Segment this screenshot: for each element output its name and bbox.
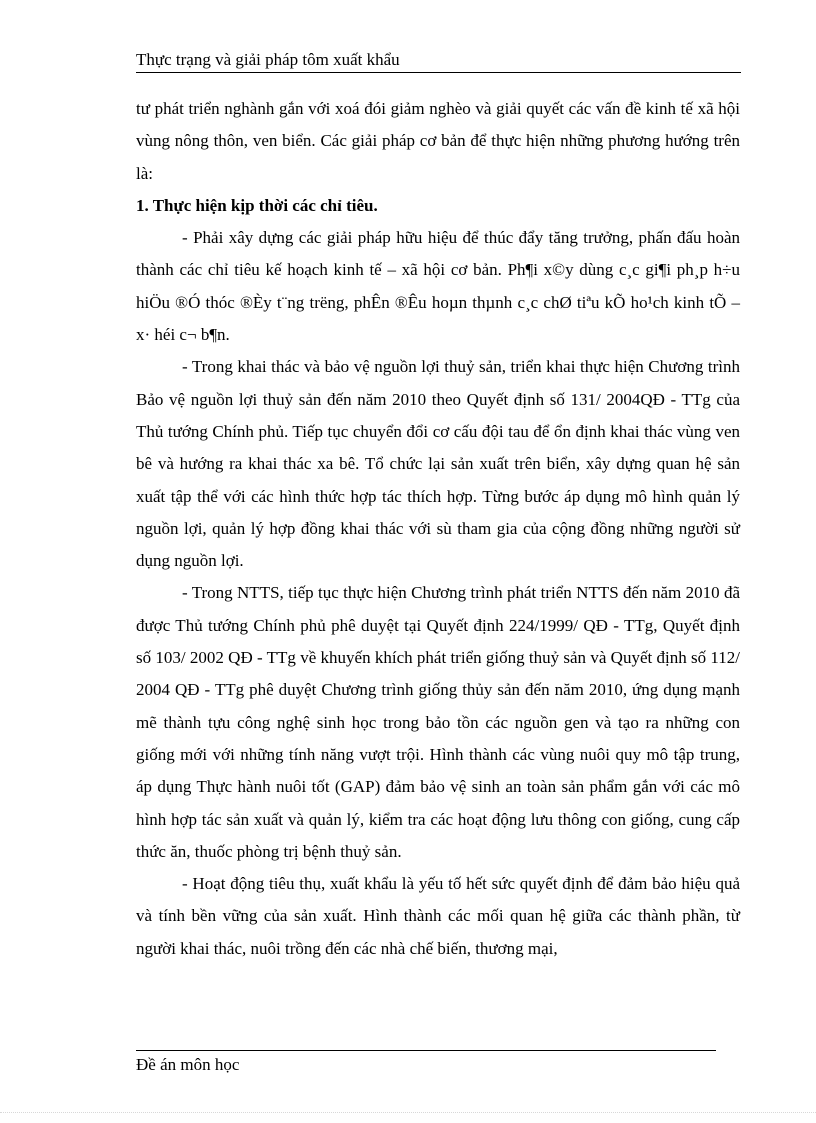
page-footer-text: Đề án môn học <box>136 1055 240 1074</box>
document-body <box>136 93 740 965</box>
section-heading: 1. Thực hiện kịp thời các chỉ tiêu. <box>136 195 378 215</box>
paragraph-fisheries-protection: - Trong khai thác và bảo vệ nguồn lợi thuỷ sản, triển khai thực hiện Chương trình Bảo vệ nguồn lợi thuỷ sản đến năm 2010 theo Quyết định số 131/ 2004QĐ - TTg của Thủ tướng Chính phủ. Tiếp tục chuyển đổi cơ cấu đội tau để ổn định khai thác vùng ven bê và hướng ra khai thác xa bê. Tổ chức lại sản xuất trên biển, xây dựng quan hệ sản xuất tập thể với các hình thức hợp tác thích hợp. Từng bước áp dụng mô hình quản lý nguồn lợi, quản lý hợp đồng khai thác với sù tham gia của cộng đồng những người sử dụng nguồn lợi. <box>136 357 740 571</box>
paragraph-aquaculture: - Trong NTTS, tiếp tục thực hiện Chương trình phát triển NTTS đến năm 2010 đã được Thủ tướng Chính phủ phê duyệt tại Quyết định 224/1999/ QĐ - TTg, Quyết định số 103/ 2002 QĐ - TTg về khuyến khích phát triển giống thuỷ sản và Quyết định số 112/ 2004 QĐ - TTg phê duyệt Chương trình giống thủy sản đến năm 2010, ứng dụng mạnh mẽ thành tựu công nghệ sinh học trong bảo tồn các nguồn gen và tạo ra những con giống mới với những tính năng vượt trội. Hình thành các vùng nuôi quy mô tập trung, áp dụng Thực hành nuôi tốt (GAP) đảm bảo vệ sinh an toàn sản phẩm gắn với các mô hình hợp tác sản xuất và quản lý, kiểm tra các hoạt động lưu thông con giống, cung cấp thức ăn, thuốc phòng trị bệnh thuỷ sản. <box>136 583 740 861</box>
footer-divider <box>136 1050 716 1051</box>
paragraph-targets: - Phải xây dựng các giải pháp hữu hiệu để thúc đẩy tăng trưởng, phấn đấu hoàn thành các chỉ tiêu kế hoạch kinh tế – xã hội cơ bản. Ph¶i x©y dùng c¸c gi¶i ph¸p h÷u hiÖu ®Ó thóc ®Èy t¨ng trëng, phÊn ®Êu hoµn thµnh c¸c chØ tiªu kÕ ho¹ch kinh tÕ – x· héi c¬ b¶n. <box>136 228 740 345</box>
paragraph-intro: tư phát triển nghành gắn với xoá đói giảm nghèo và giải quyết các vấn đề kinh tế xã hội vùng nông thôn, ven biển. Các giải pháp cơ bản để thực hiện những phương hướng trên là: <box>136 99 740 183</box>
paragraph-consumption-export: - Hoạt động tiêu thụ, xuất khẩu là yếu tố hết sức quyết định để đảm bảo hiệu quả và tính bền vững của sản xuất. Hình thành các mối quan hệ giữa các thành phần, từ người khai thác, nuôi trồng đến các nhà chế biến, thương mại, <box>136 874 740 958</box>
page-header-title: Thực trạng và giải pháp tôm xuất khẩu <box>136 50 400 69</box>
page-bottom-edge <box>0 1112 816 1113</box>
header-divider <box>136 72 741 73</box>
